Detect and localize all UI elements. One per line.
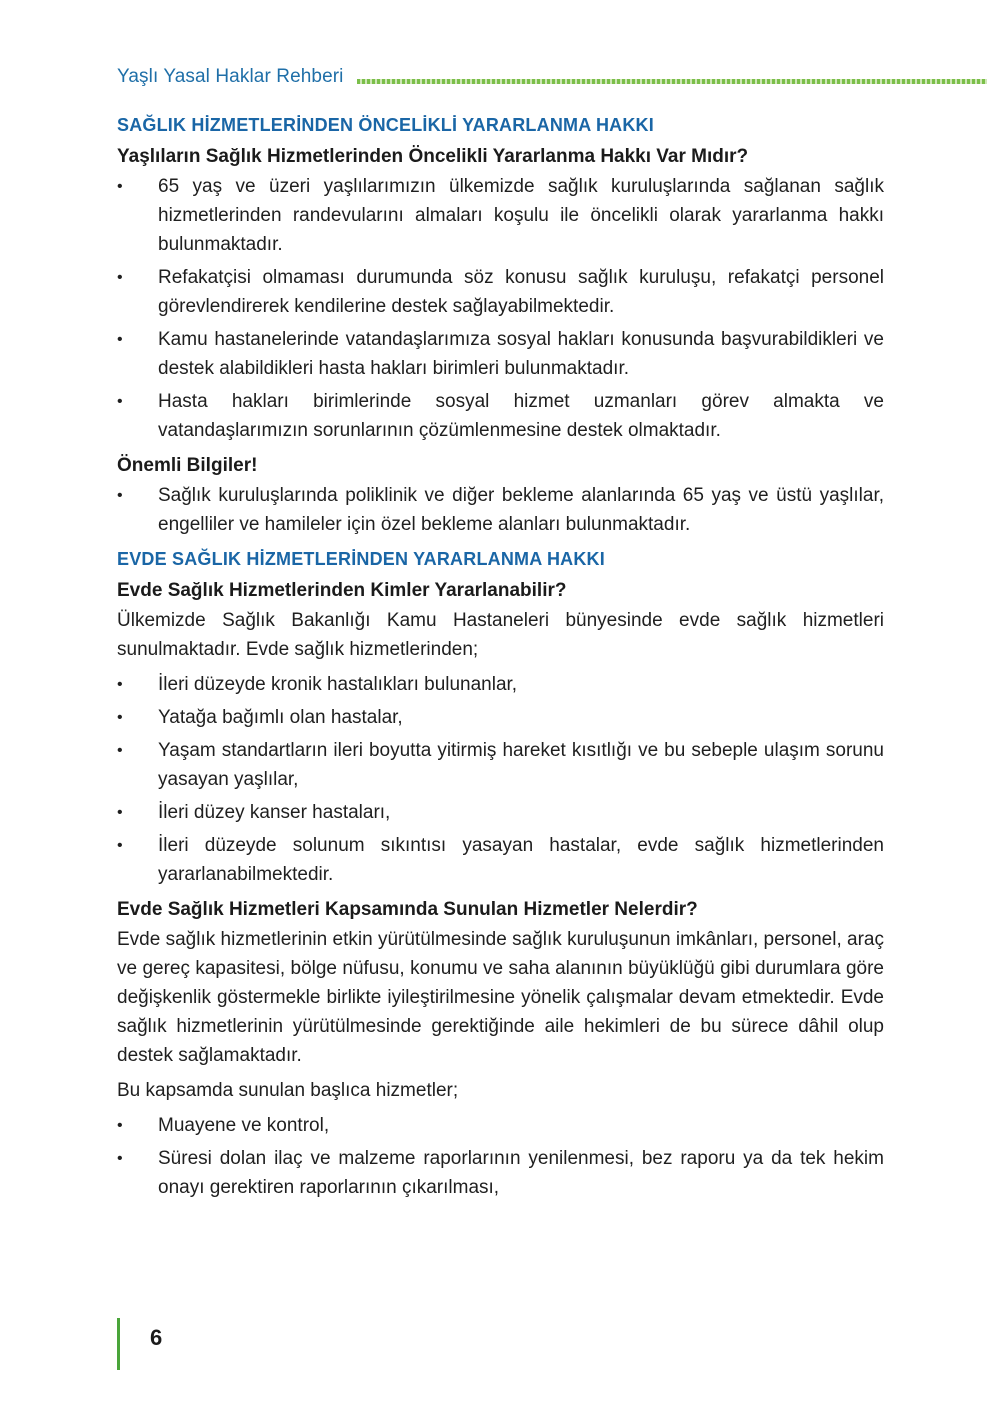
question-services: Evde Sağlık Hizmetleri Kapsamında Sunulan Hizmetler Nelerdir?	[117, 899, 698, 920]
bullet-icon: •	[117, 709, 123, 726]
important-info-title: Önemli Bilgiler!	[117, 455, 258, 476]
header-title: Yaşlı Yasal Haklar Rehberi	[117, 66, 344, 87]
list-item: • Hasta hakları birimlerinde sosyal hizmet uzmanları görev almakta ve vatandaşlarımızın sorunlarının çözümlenmesine destek olmaktadır.	[117, 387, 884, 445]
list-item: • İleri düzey kanser hastaları,	[117, 798, 884, 827]
list-item: • İleri düzeyde solunum sıkıntısı yasayan hastalar, evde sağlık hizmetlerinden yararlanabilmektedir.	[117, 831, 884, 889]
list-item: • Refakatçisi olmaması durumunda söz konusu sağlık kuruluşu, refakatçi personel görevlendirerek kendilerine destek sağlayabilmektedir.	[117, 263, 884, 321]
page-header	[117, 62, 987, 92]
bullet-icon: •	[117, 837, 123, 854]
list-item: • Süresi dolan ilaç ve malzeme raporlarının yenilenmesi, bez raporu ya da tek hekim onayı gerektiren raporlarının çıkarılması,	[117, 1144, 884, 1202]
bullet-icon: •	[117, 331, 123, 348]
page-content	[117, 115, 884, 1212]
list-item: • 65 yaş ve üzeri yaşlılarımızın ülkemizde sağlık kuruluşlarında sağlanan sağlık hizmetlerinden randevularını almaları koşulu ile öncelikli olarak yararlanma hakkı bulunmaktadır.	[117, 172, 884, 259]
bullet-icon: •	[117, 487, 123, 504]
section-title-home-health: EVDE SAĞLIK HİZMETLERİNDEN YARARLANMA HAKKI	[117, 549, 605, 569]
bullet-icon: •	[117, 393, 123, 410]
list-item: • Kamu hastanelerinde vatandaşlarımıza sosyal hakları konusunda başvurabildikleri ve destek alabildikleri hasta hakları birimleri bulunmaktadır.	[117, 325, 884, 383]
bullet-icon: •	[117, 269, 123, 286]
home-health-intro: Ülkemizde Sağlık Bakanlığı Kamu Hastaneleri bünyesinde evde sağlık hizmetleri sunulmaktadır. Evde sağlık hizmetlerinden;	[117, 610, 884, 660]
bullet-icon: •	[117, 742, 123, 759]
list-item: • İleri düzeyde kronik hastalıkları bulunanlar,	[117, 670, 884, 699]
list-item: • Yatağa bağımlı olan hastalar,	[117, 703, 884, 732]
services-paragraph: Evde sağlık hizmetlerinin etkin yürütülmesinde sağlık kuruluşunun imkânları, personel, araç ve gereç kapasitesi, bölge nüfusu, konumu ve saha alanının büyüklüğü gibi durumlara göre değişkenlik göstermekle birlikte iyileştirilmesine yönelik çalışmalar devam etmektedir. Evde sağlık hizmetlerinin yürütülmesinde gerektiğinde aile hekimleri de bu sürece dâhil olup destek sağlamaktadır.	[117, 929, 884, 1066]
bullet-icon: •	[117, 676, 123, 693]
list-item: • Yaşam standartların ileri boyutta yitirmiş hareket kısıtlığı ve bu sebeple ulaşım sorunu yasayan yaşlılar,	[117, 736, 884, 794]
priority-bullet-list	[117, 172, 884, 445]
section-title-priority: SAĞLIK HİZMETLERİNDEN ÖNCELİKLİ YARARLANMA HAKKI	[117, 115, 654, 135]
question-priority: Yaşlıların Sağlık Hizmetlerinden Öncelikli Yararlanma Hakkı Var Mıdır?	[117, 146, 749, 167]
list-item: • Muayene ve kontrol,	[117, 1111, 884, 1140]
bullet-icon: •	[117, 1150, 123, 1167]
bullet-icon: •	[117, 1117, 123, 1134]
footer-accent-bar	[117, 1318, 120, 1370]
beneficiaries-bullet-list	[117, 670, 884, 889]
page-number: 6	[150, 1325, 163, 1350]
services-intro: Bu kapsamda sunulan başlıca hizmetler;	[117, 1080, 459, 1101]
question-who-benefits: Evde Sağlık Hizmetlerinden Kimler Yararlanabilir?	[117, 580, 567, 601]
services-bullet-list	[117, 1111, 884, 1202]
bullet-icon: •	[117, 804, 123, 821]
header-divider	[357, 79, 987, 84]
list-item: • Sağlık kuruluşlarında poliklinik ve diğer bekleme alanlarında 65 yaş ve üstü yaşlılar, engelliler ve hamileler için özel bekleme alanları bulunmaktadır.	[117, 481, 884, 539]
bullet-icon: •	[117, 178, 123, 195]
important-bullet-list	[117, 481, 884, 539]
